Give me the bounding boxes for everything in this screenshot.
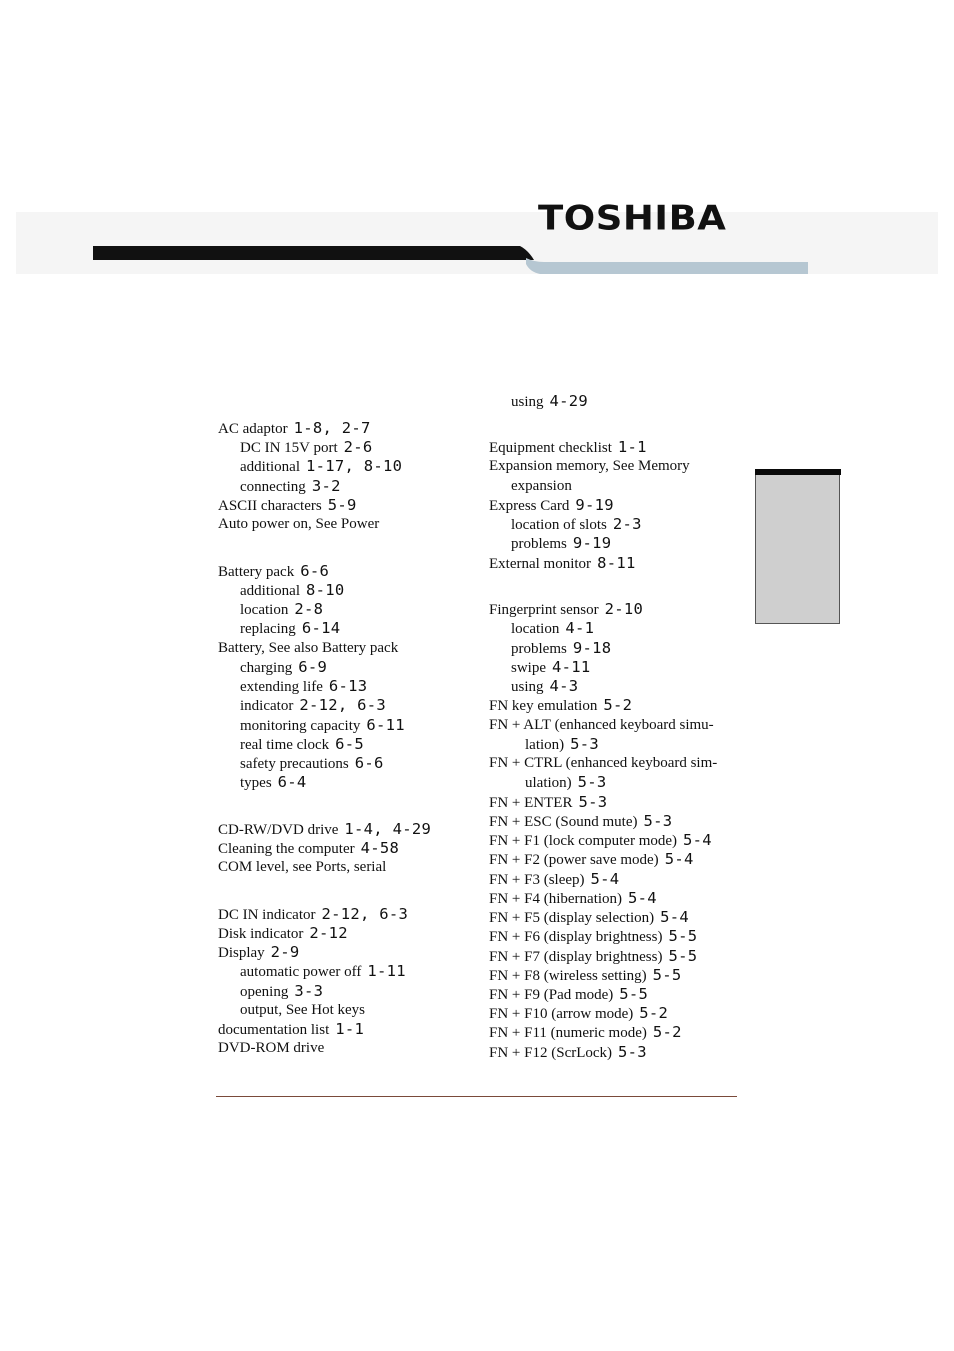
index-entry-text: AC adaptor xyxy=(218,421,288,437)
index-entry-text: safety precautions xyxy=(240,756,349,772)
index-entry xyxy=(240,735,364,754)
index-entry xyxy=(218,419,371,438)
index-entry-text: ulation) xyxy=(525,775,572,791)
index-page-ref[interactable]: 2-3 xyxy=(612,515,642,533)
index-entry-text: using xyxy=(511,679,544,695)
index-entry-text: connecting xyxy=(240,479,306,495)
index-entry xyxy=(240,754,384,773)
header-black-bar xyxy=(93,246,534,260)
index-entry-text: documentation list xyxy=(218,1022,330,1038)
index-page-ref[interactable]: 3-2 xyxy=(311,477,341,495)
index-page-ref[interactable]: 5-3 xyxy=(578,793,608,811)
index-entry xyxy=(240,600,323,619)
index-entry xyxy=(489,554,636,573)
index-entry xyxy=(240,982,323,1001)
toshiba-logo: TOSHIBA xyxy=(538,198,727,238)
index-entry xyxy=(489,754,717,773)
index-entry xyxy=(511,515,642,534)
index-entry-text: Expansion memory, See Memory xyxy=(489,458,690,474)
index-entry xyxy=(489,1004,668,1023)
index-page-ref[interactable]: 2-12, 6-3 xyxy=(299,696,387,714)
index-page-ref[interactable]: 4-58 xyxy=(360,839,400,857)
index-page-ref[interactable]: 4-1 xyxy=(565,619,595,637)
index-entry xyxy=(489,831,712,850)
index-entry-text: lation) xyxy=(525,737,565,753)
index-page-ref[interactable]: 9-18 xyxy=(572,639,612,657)
index-page-ref[interactable]: 1-11 xyxy=(367,962,406,980)
index-entry xyxy=(525,773,607,792)
index-entry xyxy=(218,1020,364,1039)
index-entry-text: swipe xyxy=(511,660,546,676)
index-page-ref[interactable]: 5-2 xyxy=(652,1023,682,1041)
index-entry-text: CD-RW/DVD drive xyxy=(218,822,339,838)
index-entry-text: FN + F9 (Pad mode) xyxy=(489,987,614,1003)
index-entry xyxy=(489,716,714,735)
footer-rule xyxy=(216,1096,737,1097)
index-page-ref[interactable]: 5-9 xyxy=(327,496,357,514)
index-entry xyxy=(218,639,398,658)
index-entry xyxy=(489,457,690,476)
index-entry xyxy=(489,438,647,457)
index-entry-text: indicator xyxy=(240,698,294,714)
index-entry-text: monitoring capacity xyxy=(240,718,361,734)
index-entry-text: FN + ALT (enhanced keyboard simu- xyxy=(489,717,714,733)
index-page-ref[interactable]: 6-9 xyxy=(298,658,328,676)
index-entry-text: FN + ENTER xyxy=(489,795,573,811)
index-entry-text: DVD-ROM drive xyxy=(218,1040,325,1056)
index-page-ref[interactable]: 6-4 xyxy=(277,773,307,791)
index-page-ref[interactable]: 5-3 xyxy=(570,735,600,753)
index-entry-text: FN + F12 (ScrLock) xyxy=(489,1045,613,1061)
index-entry xyxy=(218,905,408,924)
index-entry xyxy=(489,1043,647,1062)
index-entry-text: using xyxy=(511,394,544,410)
index-page-ref[interactable]: 5-5 xyxy=(619,985,649,1003)
index-entry xyxy=(218,562,329,581)
index-page-ref[interactable]: 6-13 xyxy=(328,677,368,695)
index-entry xyxy=(218,820,431,839)
index-entry xyxy=(511,392,588,411)
index-entry xyxy=(511,677,578,696)
index-entry xyxy=(489,812,672,831)
index-entry xyxy=(511,619,594,638)
index-page-ref[interactable]: 3-3 xyxy=(294,982,324,1000)
index-entry-text: FN + F10 (arrow mode) xyxy=(489,1006,634,1022)
index-entry xyxy=(489,1023,682,1042)
index-entry-text: automatic power off xyxy=(240,964,362,980)
index-entry-text: Display xyxy=(218,945,265,961)
index-page-ref[interactable]: 5-4 xyxy=(660,908,690,926)
index-entry-text: replacing xyxy=(240,621,296,637)
index-entry xyxy=(240,438,373,457)
index-page-ref[interactable]: 5-4 xyxy=(628,889,657,907)
index-entry xyxy=(489,600,643,619)
index-entry xyxy=(489,850,694,869)
index-entry-text: Equipment checklist xyxy=(489,440,612,456)
index-entry xyxy=(489,696,632,715)
index-page-ref[interactable]: 1-8, 2-7 xyxy=(293,419,371,437)
index-entry xyxy=(511,639,611,658)
index-entry-text: Auto power on, See Power xyxy=(218,516,380,532)
index-page-ref[interactable]: 2-12 xyxy=(309,924,348,942)
index-entry-text: problems xyxy=(511,641,567,657)
index-page-ref[interactable]: 2-8 xyxy=(294,600,324,618)
index-page-ref[interactable]: 5-2 xyxy=(639,1004,669,1022)
index-entry-text: FN + F4 (hibernation) xyxy=(489,891,623,907)
index-entry xyxy=(218,858,386,877)
index-page-ref[interactable]: 2-6 xyxy=(343,438,373,456)
index-entry xyxy=(511,534,611,553)
index-entry xyxy=(240,457,402,476)
index-entry-text: location xyxy=(240,602,289,618)
index-entry-text: expansion xyxy=(511,478,572,494)
index-page-ref[interactable]: 5-5 xyxy=(668,927,698,945)
index-entry xyxy=(240,696,386,715)
index-entry-text: COM level, see Ports, serial xyxy=(218,859,387,875)
index-entry-text: DC IN 15V port xyxy=(240,440,338,456)
index-entry xyxy=(240,677,367,696)
index-page-ref[interactable]: 8-11 xyxy=(597,554,636,572)
index-entry-text: additional xyxy=(240,459,300,475)
index-page-ref[interactable]: 1-17, 8-10 xyxy=(306,457,403,475)
index-entry-text: Express Card xyxy=(489,498,570,514)
index-entry-text: Battery, See also Battery pack xyxy=(218,640,399,656)
index-entry xyxy=(240,1001,365,1020)
index-entry-text: FN + ESC (Sound mute) xyxy=(489,814,638,830)
index-entry-text: real time clock xyxy=(240,737,330,753)
index-entry-text: DC IN indicator xyxy=(218,907,316,923)
index-page-ref[interactable]: 9-19 xyxy=(572,534,612,552)
index-entry xyxy=(489,966,682,985)
index-page-ref[interactable]: 6-5 xyxy=(335,735,365,753)
index-page-ref[interactable]: 1-4, 4-29 xyxy=(344,820,432,838)
index-entry xyxy=(489,985,648,1004)
index-entry-text: FN + F2 (power save mode) xyxy=(489,852,659,868)
index-entry-text: problems xyxy=(511,536,567,552)
index-entry-text: FN + CTRL (enhanced keyboard sim- xyxy=(489,755,718,771)
index-entry-text: FN + F11 (numeric mode) xyxy=(489,1025,647,1041)
index-entry-text: FN + F6 (display brightness) xyxy=(489,929,663,945)
index-page-ref[interactable]: 6-11 xyxy=(366,716,405,734)
index-page-ref[interactable]: 5-5 xyxy=(652,966,682,984)
index-entry xyxy=(489,908,689,927)
index-entry xyxy=(489,947,697,966)
index-page-ref[interactable]: 2-9 xyxy=(270,943,300,961)
index-page-ref[interactable]: 5-2 xyxy=(603,696,633,714)
index-page-ref[interactable]: 5-3 xyxy=(618,1043,647,1061)
index-entry-text: charging xyxy=(240,660,293,676)
index-entry xyxy=(240,716,405,735)
index-entry-text: FN key emulation xyxy=(489,698,598,714)
index-page-ref[interactable]: 5-4 xyxy=(683,831,712,849)
index-entry-text: Fingerprint sensor xyxy=(489,602,599,618)
index-entry-text: location xyxy=(511,621,560,637)
index-entry xyxy=(218,943,300,962)
index-entry xyxy=(240,581,345,600)
index-entry-text: Disk indicator xyxy=(218,926,304,942)
index-entry-text: Cleaning the computer xyxy=(218,841,355,857)
index-entry-text: opening xyxy=(240,984,289,1000)
index-entry xyxy=(218,496,357,515)
index-page-ref[interactable]: 5-5 xyxy=(668,947,698,965)
index-entry-text: FN + F8 (wireless setting) xyxy=(489,968,647,984)
index-page-ref[interactable]: 9-19 xyxy=(575,496,614,514)
index-entry xyxy=(511,658,591,677)
index-page-ref[interactable]: 6-14 xyxy=(301,619,341,637)
index-page-ref[interactable]: 5-4 xyxy=(664,850,694,868)
index-page-ref[interactable]: 8-10 xyxy=(306,581,345,599)
index-entry-text: FN + F5 (display selection) xyxy=(489,910,655,926)
index-page-ref[interactable]: 5-3 xyxy=(577,773,607,791)
index-page-ref[interactable]: 4-3 xyxy=(549,677,579,695)
index-entry xyxy=(489,927,697,946)
index-entry xyxy=(489,889,657,908)
index-entry xyxy=(240,658,327,677)
index-entry xyxy=(240,477,341,496)
index-entry xyxy=(525,735,599,754)
index-entry-text: ASCII characters xyxy=(218,498,322,514)
index-entry xyxy=(218,839,399,858)
index-entry-text: location of slots xyxy=(511,517,607,533)
index-entry xyxy=(489,870,619,889)
index-entry-text: additional xyxy=(240,583,300,599)
index-entry xyxy=(218,515,379,534)
index-entry xyxy=(218,924,348,943)
index-page-ref[interactable]: 5-3 xyxy=(643,812,673,830)
index-page-ref[interactable]: 2-10 xyxy=(604,600,644,618)
index-entry-text: Battery pack xyxy=(218,564,295,580)
index-entry-text: FN + F3 (sleep) xyxy=(489,872,585,888)
index-entry xyxy=(240,962,406,981)
index-page-ref[interactable]: 5-4 xyxy=(590,870,620,888)
index-entry-text: output, See Hot keys xyxy=(240,1002,365,1018)
index-entry xyxy=(240,619,340,638)
index-entry xyxy=(218,1039,324,1058)
index-page-ref[interactable]: 4-11 xyxy=(552,658,591,676)
index-page-ref[interactable]: 6-6 xyxy=(354,754,384,772)
index-entry xyxy=(511,477,572,496)
index-page-ref[interactable]: 1-1 xyxy=(617,438,647,456)
index-entry xyxy=(240,773,307,792)
sidebar-tab-top-edge xyxy=(755,469,841,475)
index-entry-text: FN + F7 (display brightness) xyxy=(489,949,663,965)
index-page-ref[interactable]: 6-6 xyxy=(300,562,330,580)
index-page-ref[interactable]: 1-1 xyxy=(335,1020,365,1038)
index-entry-text: External monitor xyxy=(489,556,592,572)
index-entry-text: FN + F1 (lock computer mode) xyxy=(489,833,678,849)
index-entry xyxy=(489,496,614,515)
index-page-ref[interactable]: 2-12, 6-3 xyxy=(321,905,409,923)
index-entry-text: extending life xyxy=(240,679,323,695)
sidebar-tab xyxy=(755,469,840,624)
index-page-ref[interactable]: 4-29 xyxy=(549,392,589,410)
header-band xyxy=(0,0,954,300)
index-entry-text: types xyxy=(240,775,272,791)
index-entry xyxy=(489,793,607,812)
